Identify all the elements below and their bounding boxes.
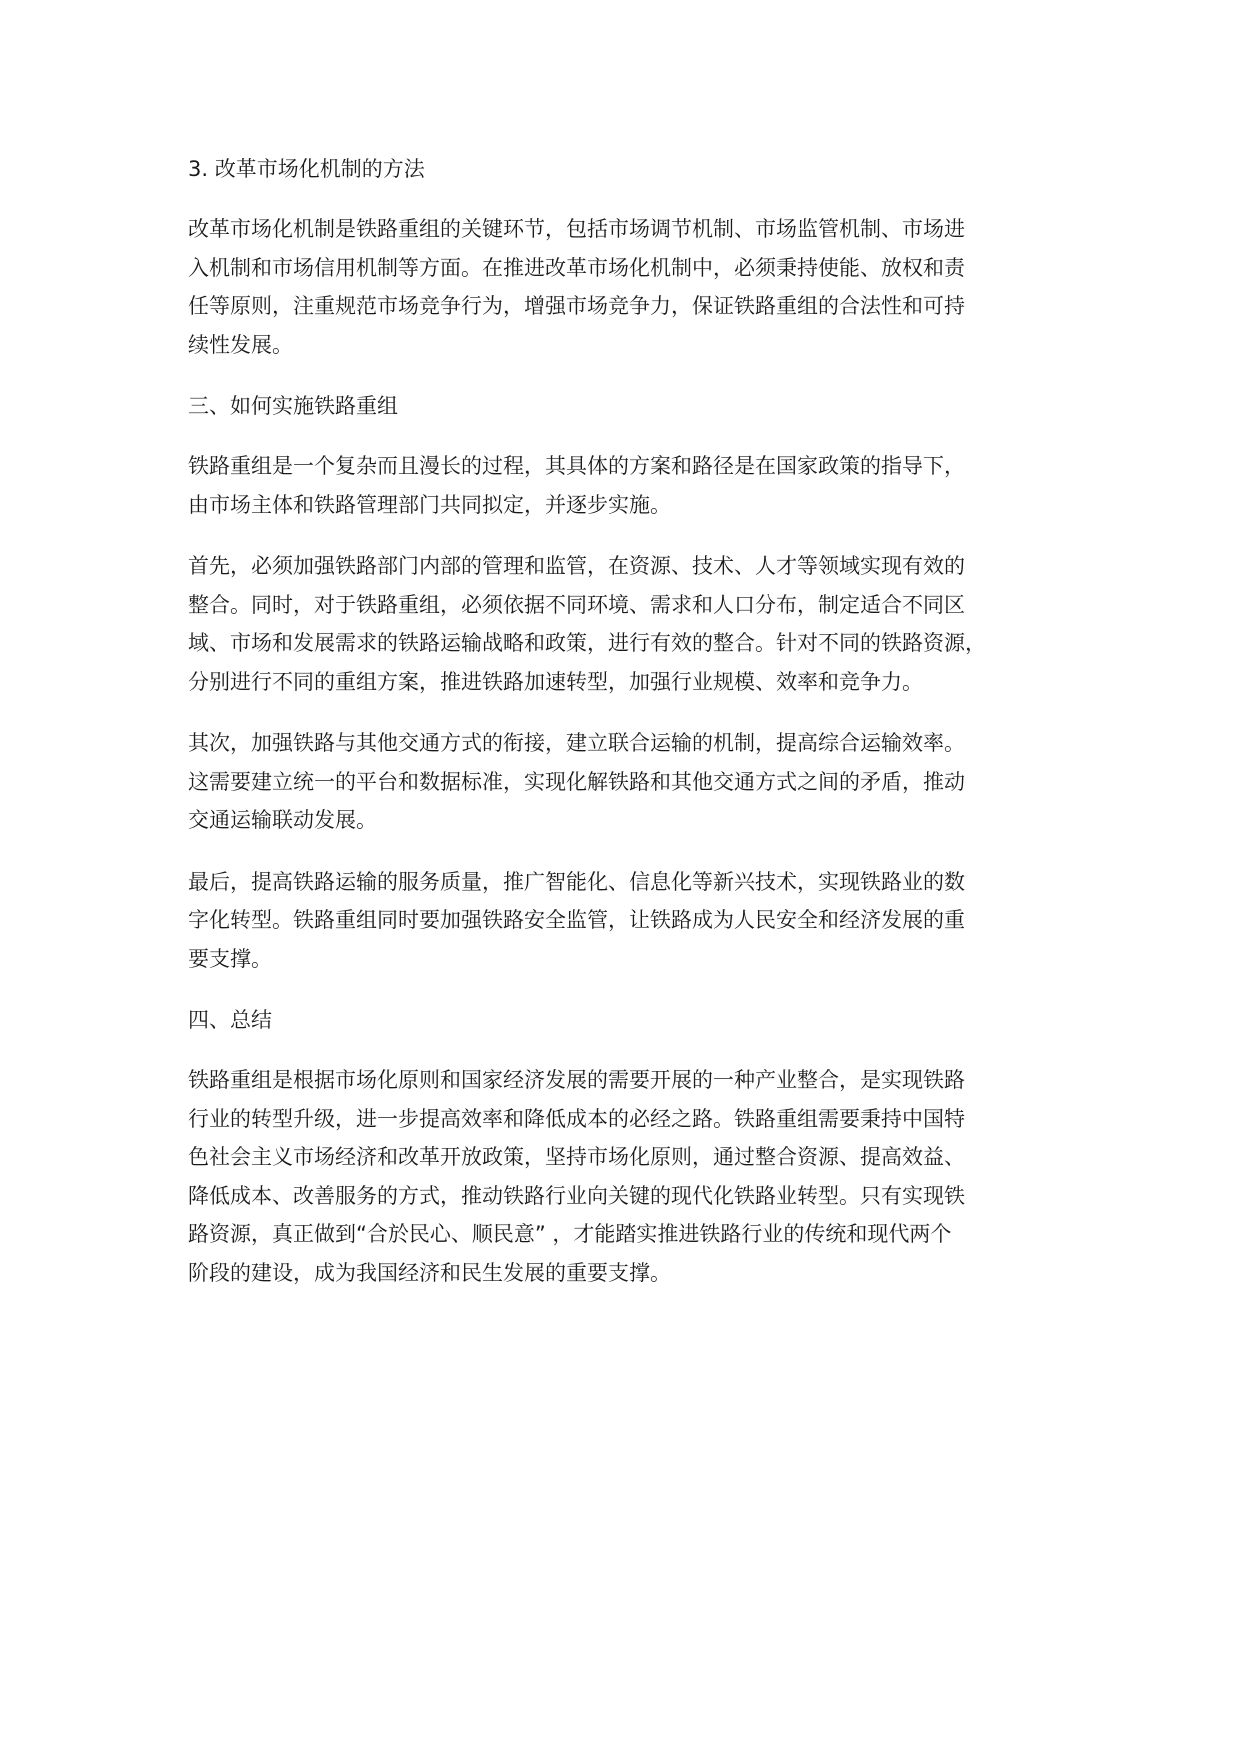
- text-line: 降低成本、改善服务的方式，推动铁路行业向关键的现代化铁路业转型。只有实现铁: [188, 1183, 965, 1208]
- paragraph-first: [188, 547, 1088, 701]
- text-line: 任等原则，注重规范市场竞争行为，增强市场竞争力，保证铁路重组的合法性和可持: [188, 294, 965, 318]
- text-line: 色社会主义市场经济和改革开放政策，坚持市场化原则，通过整合资源、提高效益、: [188, 1145, 965, 1169]
- document-body: [188, 150, 1088, 1315]
- section-heading-summary: 四、总结: [188, 1008, 272, 1032]
- text-line: 最后，提高铁路运输的服务质量，推广智能化、信息化等新兴技术，实现铁路业的数: [188, 869, 965, 894]
- text-line: 改革市场化机制是铁路重组的关键环节，包括市场调节机制、市场监管机制、市场进: [188, 217, 965, 241]
- paragraph-market-mechanism: [188, 210, 1088, 364]
- text-line: 阶段的建设，成为我国经济和民生发展的重要支撑。: [188, 1260, 671, 1285]
- paragraph-summary: [188, 1061, 1088, 1292]
- section-heading-market-mechanism: 3. 改革市场化机制的方法: [188, 157, 425, 181]
- section-heading-implementation: 三、如何实施铁路重组: [188, 394, 398, 418]
- text-line: 要支撑。: [188, 946, 272, 971]
- text-line: 续性发展。: [188, 332, 293, 357]
- text-line: 首先，必须加强铁路部门内部的管理和监管，在资源、技术、人才等领域实现有效的: [188, 554, 965, 578]
- text-line: 字化转型。铁路重组同时要加强铁路安全监管，让铁路成为人民安全和经济发展的重: [188, 908, 965, 932]
- text-line: 域、市场和发展需求的铁路运输战略和政策，进行有效的整合。针对不同的铁路资源，: [188, 631, 986, 655]
- paragraph-second: [188, 724, 1088, 840]
- text-line: 铁路重组是根据市场化原则和国家经济发展的需要开展的一种产业整合，是实现铁路: [188, 1068, 965, 1092]
- text-line: 其次，加强铁路与其他交通方式的衔接，建立联合运输的机制，提高综合运输效率。: [188, 731, 965, 755]
- text-line: 交通运输联动发展。: [188, 808, 377, 832]
- text-line: 分别进行不同的重组方案，推进铁路加速转型，加强行业规模、效率和竞争力。: [188, 669, 923, 694]
- text-line: 铁路重组是一个复杂而且漫长的过程，其具体的方案和路径是在国家政策的指导下，: [188, 454, 965, 478]
- paragraph-implementation-intro: [188, 447, 1088, 524]
- text-line: 入机制和市场信用机制等方面。在推进改革市场化机制中，必须秉持使能、放权和责: [188, 255, 965, 280]
- paragraph-last: [188, 863, 1088, 979]
- text-line: 这需要建立统一的平台和数据标准，实现化解铁路和其他交通方式之间的矛盾，推动: [188, 769, 965, 794]
- text-line: 路资源，真正做到“合於民心、顺民意” ，才能踏实推进铁路行业的传统和现代两个: [188, 1222, 952, 1246]
- text-line: 整合。同时，对于铁路重组，必须依据不同环境、需求和人口分布，制定适合不同区: [188, 592, 965, 617]
- text-line: 由市场主体和铁路管理部门共同拟定，并逐步实施。: [188, 492, 671, 517]
- text-line: 行业的转型升级，进一步提高效率和降低成本的必经之路。铁路重组需要秉持中国特: [188, 1106, 965, 1131]
